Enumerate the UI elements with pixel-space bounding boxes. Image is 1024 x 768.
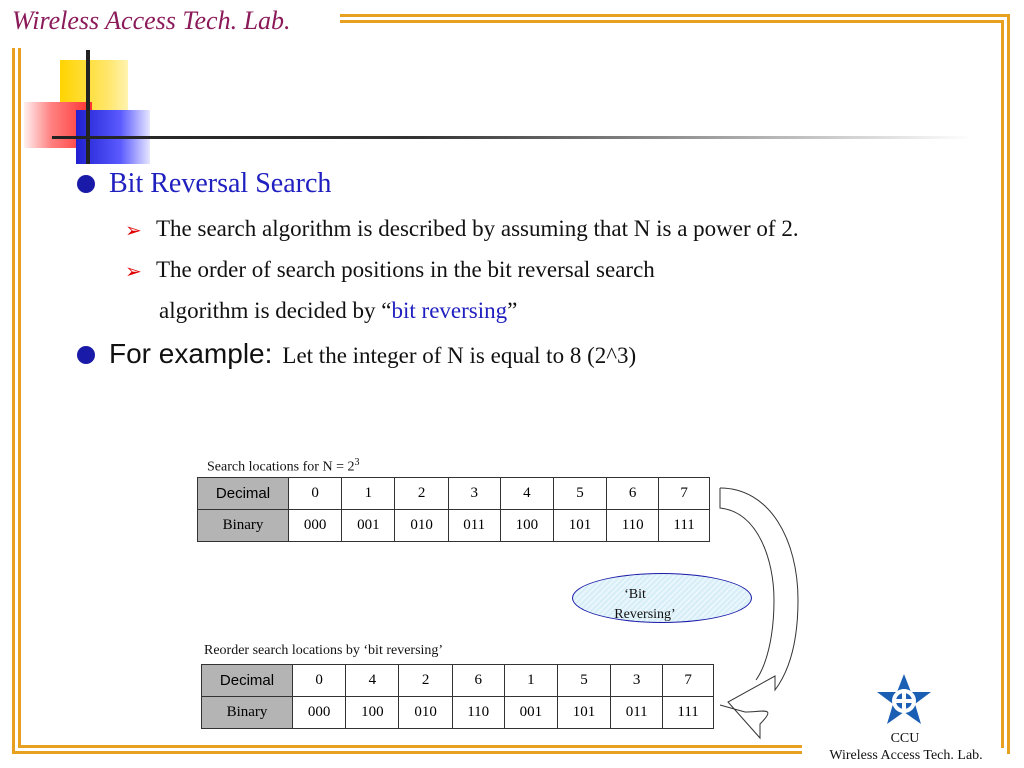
table1-caption: Search locations for $N = 2^3$ [207,457,360,475]
table2-decimal-cell: 0 [293,665,346,697]
table1-decimal-cell: 2 [395,478,448,510]
table2-binary-row [202,697,714,729]
for-example-label: For example: [109,338,273,369]
table1-decimal-cell: 5 [553,478,606,510]
table1 [197,477,710,542]
table2-decimal-label: Decimal [202,665,293,697]
table1-binary-row [198,510,710,542]
table1-decimal-cell: 3 [448,478,500,510]
footer-org: CCU [890,731,920,746]
table2-binary-cell: 001 [504,697,557,729]
table2 [201,664,714,729]
table2-binary-cell: 010 [399,697,452,729]
table1-binary-cell: 001 [342,510,395,542]
deco-horizontal-line [52,136,972,139]
ellipse-label-line2: Reversing’ [614,607,676,622]
frame-left-inner [18,48,21,748]
bullet-dot-2 [77,346,95,364]
table1-binary-cell: 110 [607,510,659,542]
table2-decimal-cell: 7 [663,665,714,697]
table1-decimal-row [198,478,710,510]
table1-binary-cell: 100 [500,510,553,542]
bullet-dot-1 [77,175,95,193]
table2-decimal-row [202,665,714,697]
ellipse-label-line1: ‘Bit [624,587,646,602]
table1-decimal-cell: 7 [659,478,710,510]
table2-binary-cell: 011 [611,697,663,729]
table2-binary-label: Binary [202,697,293,729]
table2-binary-cell: 110 [452,697,504,729]
table1-binary-cell: 000 [289,510,342,542]
table2-decimal-cell: 4 [346,665,399,697]
sub-bullet-2-line2 [159,298,517,324]
for-example-detail: Let the integer of N is equal to 8 (2^3) [282,343,637,368]
table1-binary-cell: 101 [553,510,606,542]
table1-decimal-cell: 4 [500,478,553,510]
table2-binary-cell: 000 [293,697,346,729]
bit-reversing-highlight: bit reversing [391,298,508,323]
table2-decimal-cell: 6 [452,665,504,697]
arrow-bullet-1: ➢ [125,220,142,242]
arrow-bullet-2: ➢ [125,261,142,283]
table2-decimal-cell: 1 [504,665,557,697]
table2-binary-cell: 111 [663,697,714,729]
table2-binary-cell: 101 [557,697,610,729]
frame-right-inner [1001,20,1004,748]
frame-top-inner [340,20,1004,23]
frame-bottom-inner [18,745,802,748]
table2-binary-cell: 100 [346,697,399,729]
table1-caption-exponent: 3 [354,457,360,468]
sub-bullet-1: The search algorithm is described by assuming that N is a power of 2. [156,216,799,241]
frame-bottom-outer [12,751,802,754]
frame-left-outer [12,48,15,754]
sub-bullet-2-line1: The order of search positions in the bit reversal search [156,257,655,282]
table1-binary-cell: 111 [659,510,710,542]
header-title: Wireless Access Tech. Lab. [12,6,291,35]
bullet-title-1: Bit Reversal Search [109,168,332,199]
bullet-2-text [109,338,636,370]
sub-bullet-2-prefix: algorithm is decided by “ [159,298,392,323]
table2-caption: Reorder search locations by ‘bit reversing’ [204,643,444,658]
table1-decimal-label: Decimal [198,478,289,510]
table2-decimal-cell: 3 [611,665,663,697]
table2-decimal-cell: 5 [557,665,610,697]
ccu-logo-icon [873,672,935,732]
table1-decimal-cell: 6 [607,478,659,510]
table1-binary-cell: 010 [395,510,448,542]
footer-lab: Wireless Access Tech. Lab. [829,748,983,763]
table2-decimal-cell: 2 [399,665,452,697]
deco-vertical-line [86,50,90,164]
table1-decimal-cell: 0 [289,478,342,510]
table1-decimal-cell: 1 [342,478,395,510]
table1-binary-label: Binary [198,510,289,542]
table1-binary-cell: 011 [448,510,500,542]
frame-right-outer [1007,14,1010,754]
frame-top-outer [340,14,1010,17]
sub-bullet-2-suffix: ” [507,298,518,323]
